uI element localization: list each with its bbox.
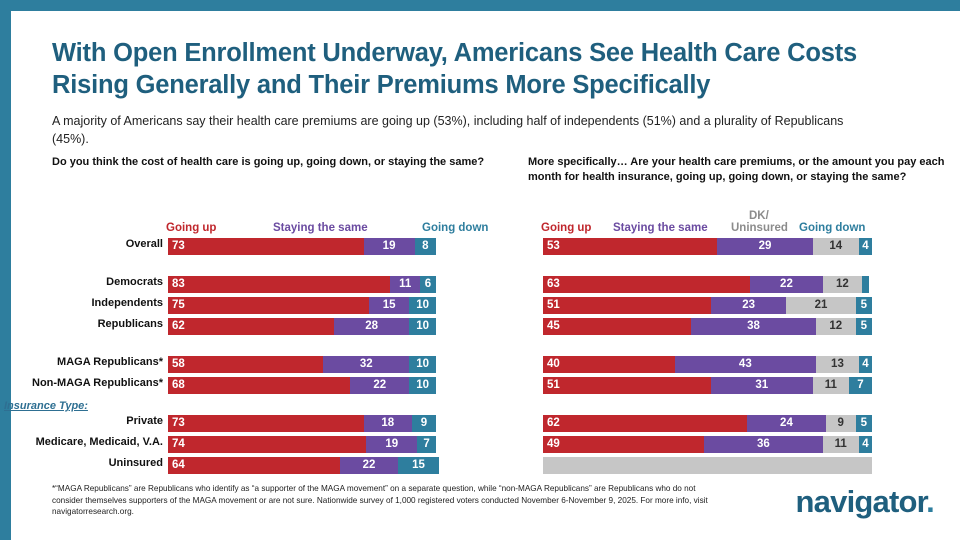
bar-segment: 83 (168, 276, 390, 293)
bar-segment: 11 (813, 377, 849, 394)
bar-segment: 11 (823, 436, 859, 453)
question-right: More specifically… Are your health care premiums, or the amount you pay each month for health insurance, going up, going down, or staying the same? (528, 156, 945, 183)
bar-row (543, 297, 872, 314)
row-label-private: Private (126, 415, 163, 427)
bar-segment: 9 (826, 415, 856, 432)
bar-segment: 73 (168, 415, 364, 432)
bar-segment: 19 (366, 436, 417, 453)
bar-segment: 36 (704, 436, 822, 453)
bar-segment: 75 (168, 297, 369, 314)
bar-segment: 29 (717, 238, 812, 255)
bar-segment: 32 (323, 356, 409, 373)
subtitle: A majority of Americans say their health care premiums are going up (53%), including half of independents (51%) and a plurality of Republicans (45%). (52, 114, 844, 147)
bar-segment: 51 (543, 297, 711, 314)
bar-segment: 6 (420, 276, 436, 293)
legend-left-item-going-down: Going down (422, 222, 489, 234)
bar-segment: 15 (369, 297, 409, 314)
bar-segment: 23 (711, 297, 787, 314)
bar-segment: 63 (543, 276, 750, 293)
chart-health-care-cost (168, 0, 436, 529)
bar-row (543, 318, 872, 335)
bar-segment: 4 (859, 238, 872, 255)
row-label-overall: Overall (125, 238, 163, 250)
bar-segment: 14 (813, 238, 859, 255)
bar-segment: 4 (859, 436, 872, 453)
footnote: *“MAGA Republicans” are Republicans who identify as “a supporter of the MAGA movement” on a separate question, while “non-MAGA Republicans” are Republicans who do not consider themselves supporters of the MAGA movement or are not sure. Nationwide survey of 1,000 registered voters conducted November 6-November 9, 2025. For more info, visit navigatorresearch.org. (52, 484, 708, 517)
bar-segment: 40 (543, 356, 675, 373)
row-label-democrats: Democrats (106, 276, 163, 288)
bar-segment: 11 (390, 276, 419, 293)
bar-segment: 8 (415, 238, 436, 255)
bar-segment: 15 (398, 457, 438, 474)
bar-segment: 7 (417, 436, 436, 453)
bar-row (168, 297, 436, 314)
bar-segment: 22 (350, 377, 409, 394)
bar-segment: 28 (334, 318, 409, 335)
bar-segment: 49 (543, 436, 704, 453)
bar-row (168, 436, 436, 453)
bar-row (168, 318, 436, 335)
row-label-republicans: Republicans (97, 318, 163, 330)
brand-dot: . (926, 484, 934, 519)
bar-row (543, 436, 872, 453)
legend-right-item-going-down: Going down (799, 222, 866, 234)
bar-segment: 38 (691, 318, 816, 335)
brand-logo (796, 484, 934, 520)
row-label-independents: Independents (91, 297, 163, 309)
bar-segment: 64 (168, 457, 340, 474)
bar-segment: 4 (859, 356, 872, 373)
bar-segment (862, 276, 869, 293)
bar-segment: 5 (856, 297, 872, 314)
bar-row (543, 415, 872, 432)
bar-row (168, 415, 436, 432)
bar-segment: 10 (409, 297, 436, 314)
bar-segment: 5 (856, 415, 872, 432)
bar-row (543, 356, 872, 373)
question-left: Do you think the cost of health care is going up, going down, or staying the same? (52, 156, 485, 168)
legend-right-item-staying-the-same: Staying the same (613, 222, 708, 234)
legend-right-item-going-up: Going up (541, 222, 592, 234)
bar-segment (543, 457, 872, 474)
bar-row (168, 377, 436, 394)
bar-segment: 53 (543, 238, 717, 255)
bar-segment: 51 (543, 377, 711, 394)
bar-segment: 7 (849, 377, 872, 394)
bar-row (168, 238, 436, 255)
bar-row (168, 457, 436, 474)
row-label-non-maga-republicans: Non-MAGA Republicans* (32, 377, 163, 389)
page-title: With Open Enrollment Underway, Americans See Health Care Costs Rising Generally and Their Premiums More Specifically (52, 39, 857, 99)
bar-segment: 68 (168, 377, 350, 394)
bar-segment: 12 (823, 276, 862, 293)
bar-segment: 18 (364, 415, 412, 432)
legend-right-item-dk: DK/ (749, 210, 769, 222)
bar-segment: 10 (409, 356, 436, 373)
bar-row (168, 356, 436, 373)
bar-segment: 62 (168, 318, 334, 335)
bar-segment: 22 (340, 457, 399, 474)
row-label-uninsured: Uninsured (108, 457, 163, 469)
bar-row (543, 276, 872, 293)
bar-segment: 74 (168, 436, 366, 453)
bar-segment: 73 (168, 238, 364, 255)
legend-left-item-staying-the-same: Staying the same (273, 222, 368, 234)
bar-segment: 22 (750, 276, 822, 293)
chart-premiums (543, 0, 872, 529)
bar-segment: 45 (543, 318, 691, 335)
legend-right-item-uninsured: Uninsured (731, 222, 788, 234)
bar-segment: 12 (816, 318, 855, 335)
insurance-type-label: Insurance Type: (4, 400, 88, 412)
bar-row (543, 457, 872, 474)
bar-segment: 5 (856, 318, 872, 335)
bar-segment: 43 (675, 356, 816, 373)
bar-row (168, 276, 436, 293)
bar-segment: 10 (409, 318, 436, 335)
bar-segment: 10 (409, 377, 436, 394)
bar-segment: 9 (412, 415, 436, 432)
bar-row (543, 238, 872, 255)
bar-segment: 62 (543, 415, 747, 432)
bar-row (543, 377, 872, 394)
brand-name: navigator (795, 484, 927, 519)
bar-segment: 58 (168, 356, 323, 373)
bar-segment: 19 (364, 238, 415, 255)
bar-segment: 24 (747, 415, 826, 432)
legend-left-item-going-up: Going up (166, 222, 217, 234)
row-label-maga-republicans: MAGA Republicans* (57, 356, 163, 368)
bar-segment: 21 (786, 297, 855, 314)
bar-segment: 31 (711, 377, 813, 394)
row-label-medicare-medicaid-va: Medicare, Medicaid, V.A. (35, 436, 163, 448)
bar-segment: 13 (816, 356, 859, 373)
